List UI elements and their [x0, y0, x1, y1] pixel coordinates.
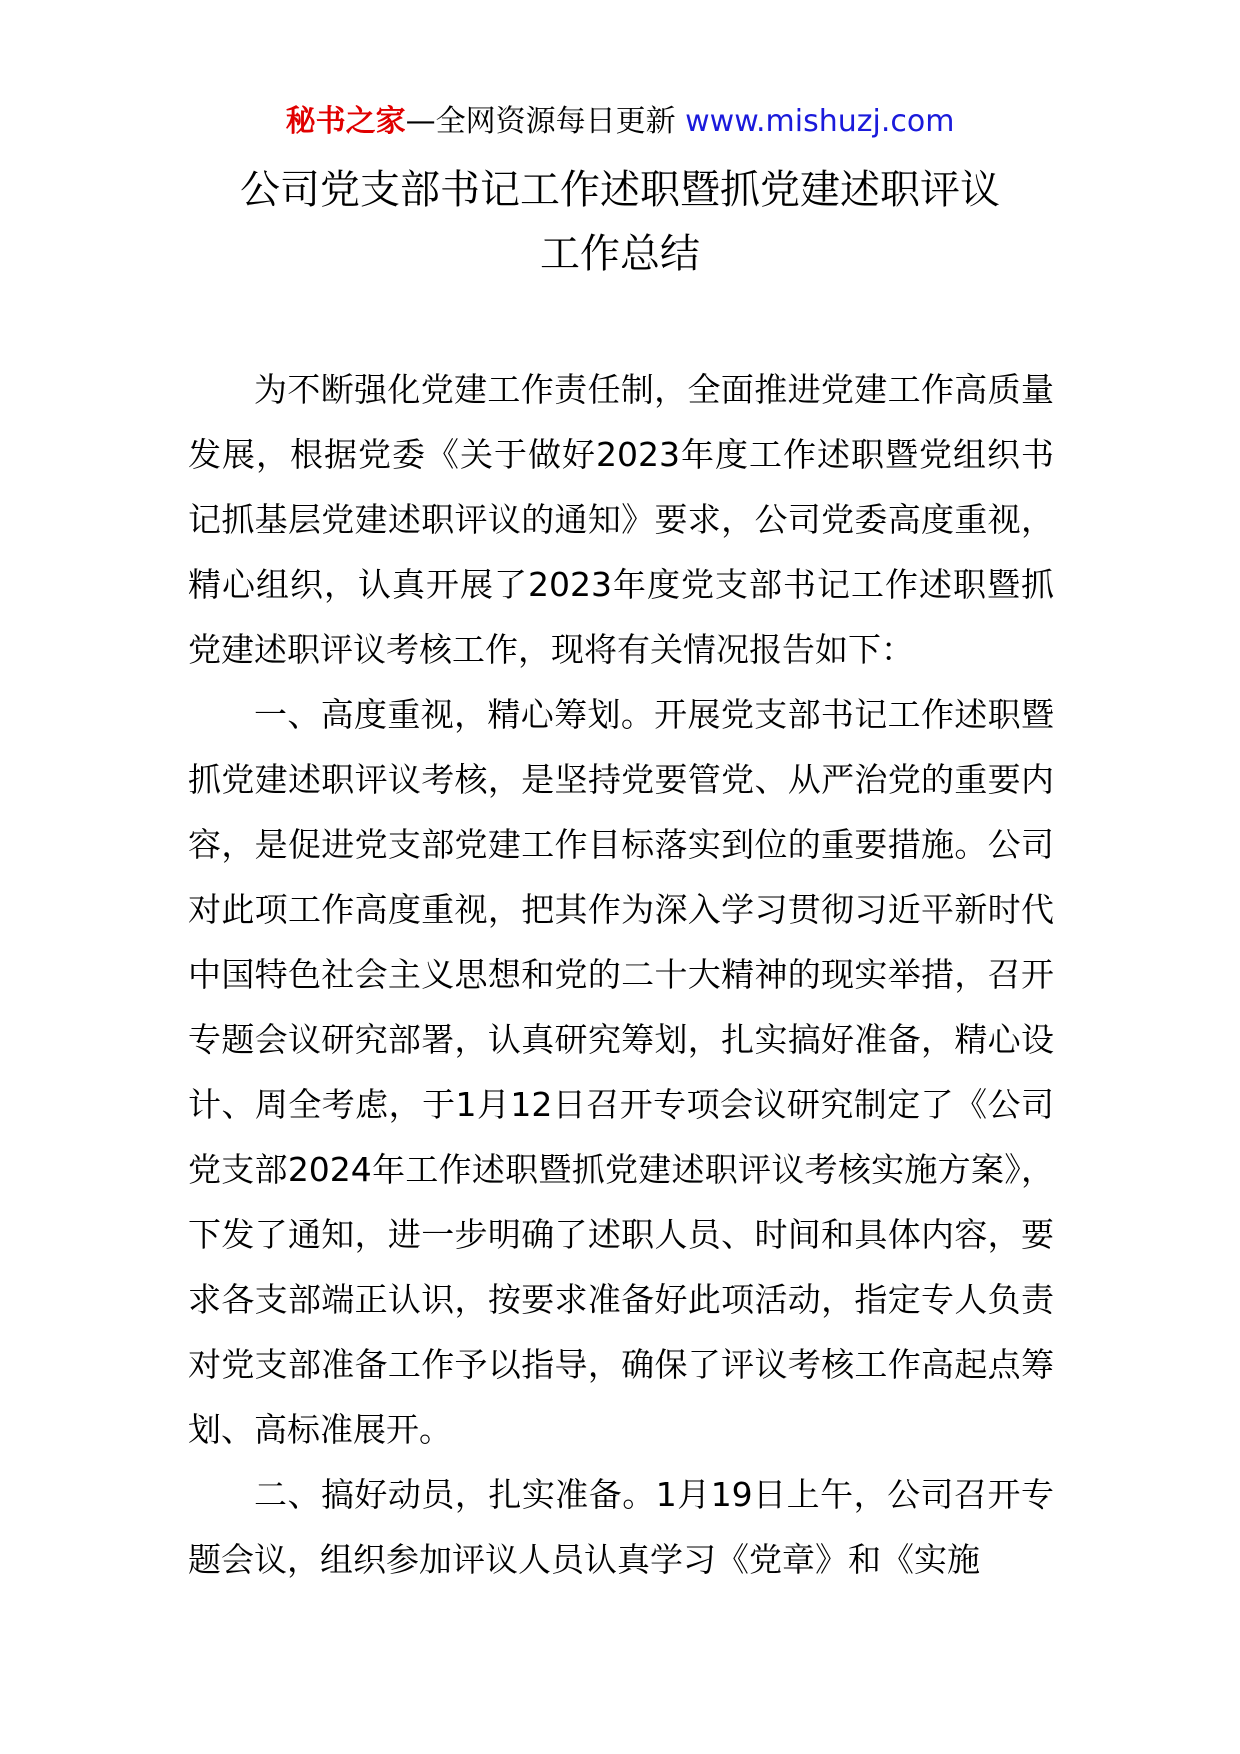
paragraph-section-1: 一、高度重视，精心筹划。开展党支部书记工作述职暨抓党建述职评议考核，是坚持党要管党、从严治党的重要内容，是促进党支部党建工作目标落实到位的重要措施。公司对此项工作高度重视，把其作为深入学习贯彻习近平新时代中国特色社会主义思想和党的二十大精神的现实举措，召开专题会议研究部署，认真研究筹划，扎实搞好准备，精心设计、周全考虑，于1月12日召开专项会议研究制定了《公司党支部2024年工作述职暨抓党建述职评议考核实施方案》，下发了通知，进一步明确了述职人员、时间和具体内容，要求各支部端正认识，按要求准备好此项活动，指定专人负责对党支部准备工作予以指导，确保了评议考核工作高起点筹划、高标准展开。 [188, 695, 1054, 1449]
paragraph-intro: 为不断强化党建工作责任制，全面推进党建工作高质量发展，根据党委《关于做好2023年度工作述职暨党组织书记抓基层党建述职评议的通知》要求，公司党委高度重视，精心组织，认真开展了2023年度党支部书记工作述职暨抓党建述职评议考核工作，现将有关情况报告如下： [188, 370, 1054, 669]
title-line-1: 公司党支部书记工作述职暨抓党建述职评议 [240, 167, 1000, 213]
document-title [0, 158, 1240, 286]
site-brand: 秘书之家 [285, 104, 406, 139]
site-header [0, 100, 1240, 144]
title-line-2: 工作总结 [540, 231, 700, 277]
site-url-link[interactable]: www.mishuzj.com [685, 104, 955, 139]
site-tagline: —全网资源每日更新 [405, 104, 676, 139]
document-body [188, 357, 1054, 1592]
paragraph-section-2: 二、搞好动员，扎实准备。1月19日上午，公司召开专题会议，组织参加评议人员认真学习《党章》和《实施 [188, 1475, 1054, 1579]
